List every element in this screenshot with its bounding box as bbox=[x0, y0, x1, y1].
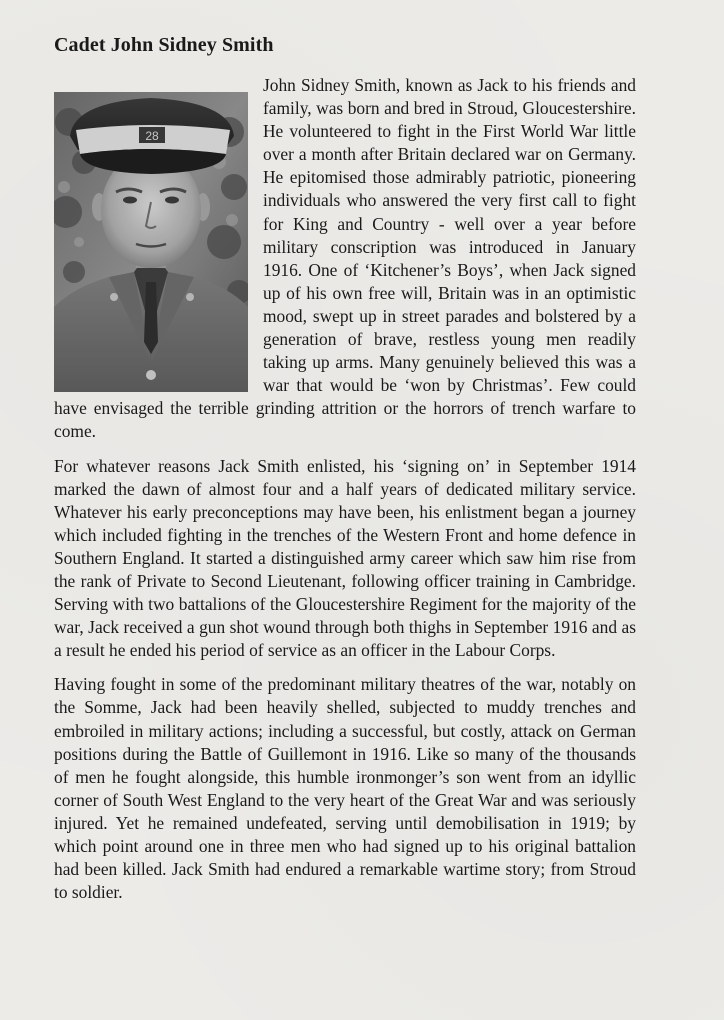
paragraph-3: Having fought in some of the predominant military theatres of the war, notably on the Somme, Jack had been heavily shelled, subjected to muddy trenches and embroiled in military actions; including a successful, but costly, attack on German positions during the Battle of Guillemont in 1916. Like so many of the thousands of men he fought alongside, this humble ironmonger’s son went from an idyllic corner of South West England to the very heart of the Great War and was seriously injured. Yet he remained undefeated, serving until demobilisation in 1919; by which point around one in three men who had signed up to his original battalion had been killed. Jack Smith had endured a remarkable wartime story; from Stroud to soldier. bbox=[54, 674, 636, 903]
document-title: Cadet John Sidney Smith bbox=[54, 34, 274, 56]
paragraph-1: John Sidney Smith, known as Jack to his friends and family, was born and bred in Stroud, Gloucestershire. He volunteered to fight in the First World War little over a month after Britain declared war on Germany. He epitomised those admirably patriotic, pioneering individuals who answered the very first call to fight for King and Country - well over a year before military conscription was introduced in January 1916. One of ‘Kitchener’s Boys’, when Jack signed up of his own free will, Britain was in an optimistic mood, swept up in street parades and bolstered by a generation of brave, restless young men readily taking up arms. Many genuinely believed this was a war that would be ‘won by Christmas’. Few could have envisaged the terrible grinding attrition or the horrors of trench warfare to come. bbox=[54, 75, 636, 442]
document-body bbox=[54, 74, 636, 915]
paragraph-2: For whatever reasons Jack Smith enlisted, his ‘signing on’ in September 1914 marked the dawn of almost four and a half years of dedicated military service. Whatever his early preconceptions may have been, his enlistment began a journey which included fighting in the trenches of the Western Front and home defence in Southern England. It started a distinguished army career which saw him rise from the rank of Private to Second Lieutenant, following officer training in Cambridge. Serving with two battalions of the Gloucestershire Regiment for the majority of the war, Jack received a gun shot wound through both thighs in September 1916 and as a result he ended his period of service as an officer in the Labour Corps. bbox=[54, 455, 636, 661]
photo-spacer bbox=[54, 74, 248, 396]
cap-badge-label: 28 bbox=[145, 129, 159, 143]
